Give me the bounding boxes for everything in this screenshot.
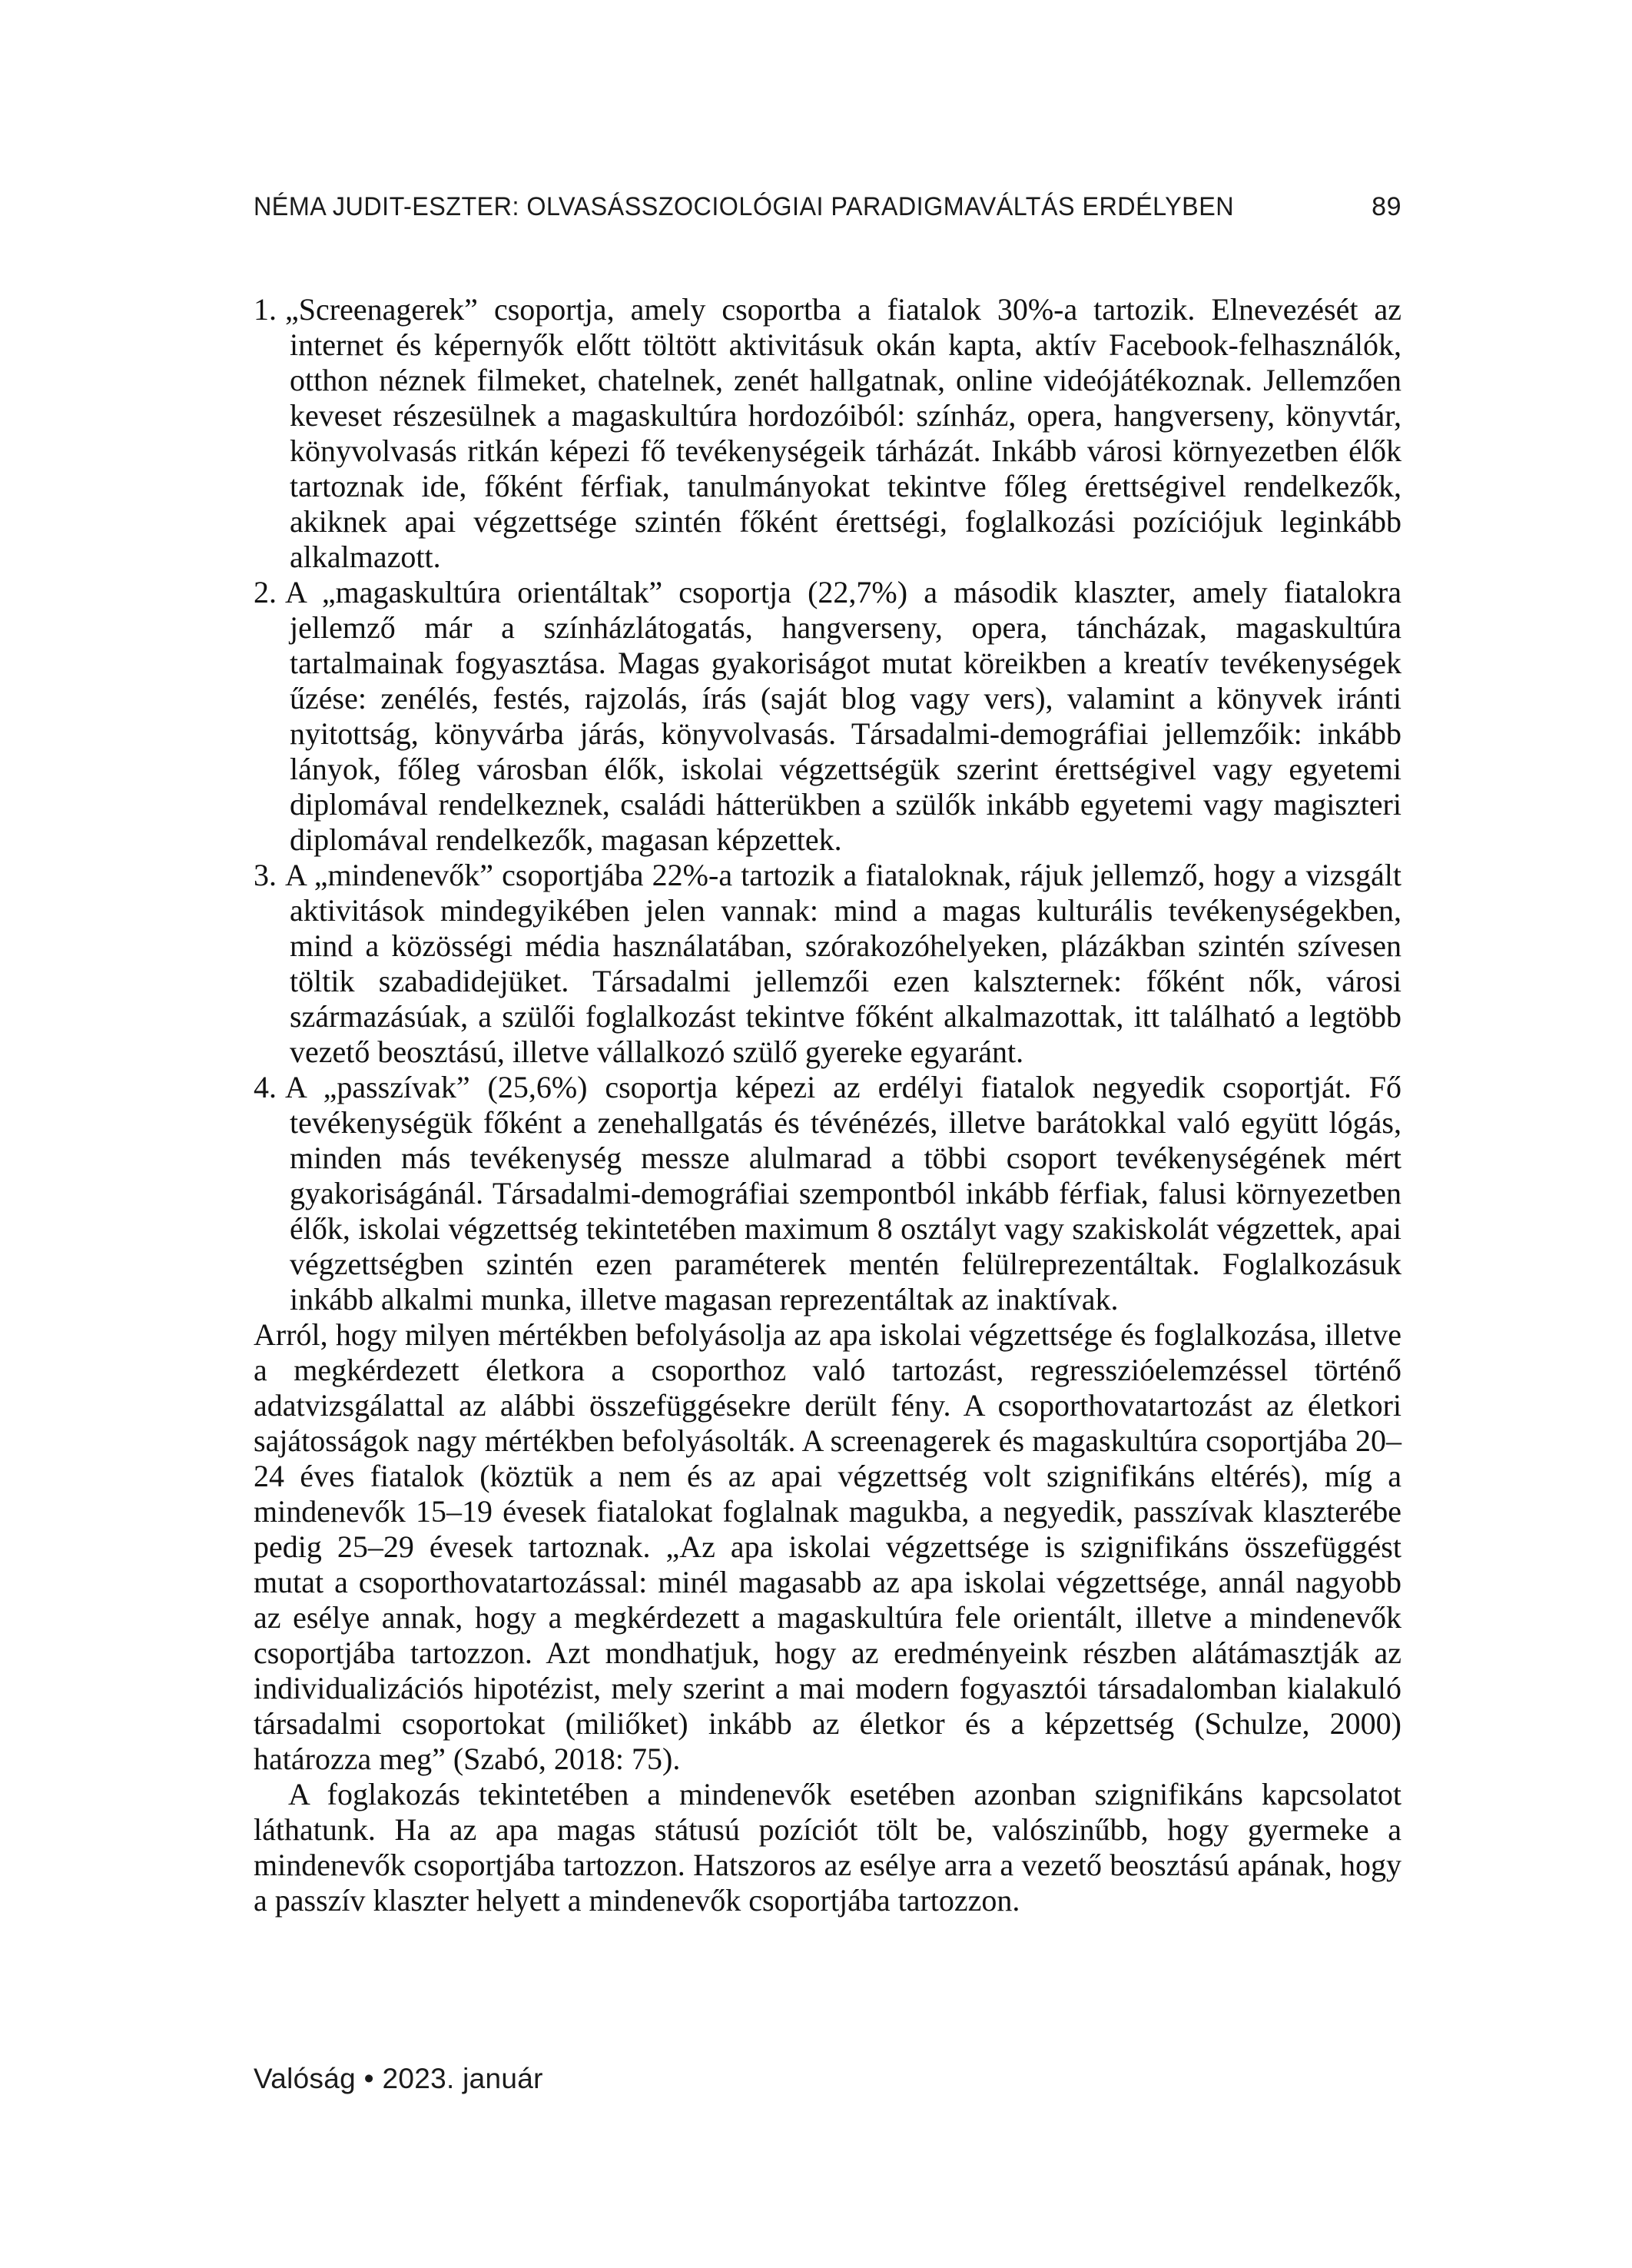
- paragraph-occupation-significance: A foglakozás tekintetében a mindenevők esetében azonban szignifikáns kapcsolatot láthatunk. Ha az apa magas státusú pozíciót tölt be, valószinűbb, hogy gyermeke a mindenevők csoportjába tartozzon. Hatszoros az esélye arra a vezető beosztású apának, hogy a passzív klaszter helyett a mindenevők csoportjába tartozzon.: [254, 1777, 1401, 1918]
- running-head: NÉMA JUDIT-ESZTER: OLVASÁSSZOCIOLÓGIAI PARADIGMAVÁLTÁS ERDÉLYBEN: [254, 192, 1235, 221]
- cluster-list: [254, 292, 1401, 1317]
- list-item-number: 1.: [254, 292, 277, 327]
- list-item-number: 4.: [254, 1070, 277, 1104]
- list-item-text: „Screenagerek” csoportja, amely csoportba a fiatalok 30%-a tartozik. Elnevezését az internet és képernyők előtt töltött aktivitásuk okán kapta, aktív Facebook-felhasználók, otthon néznek filmeket, chatelnek, zenét hallgatnak, online videójátékoznak. Jellemzően keveset részesülnek a magaskultúra hordozóiból: színház, opera, hangverseny, könyvtár, könyvolvasás ritkán képezi fő tevékenységeik tárházát. Inkább városi környezetben élők tartoznak ide, főként férfiak, tanulmányokat tekintve főleg érettségivel rendelkezők, akiknek apai végzettsége szintén főként érettségi, foglalkozási pozíciójuk leginkább alkalmazott.: [285, 292, 1401, 574]
- page-header: [254, 192, 1401, 222]
- page-number: 89: [1372, 192, 1401, 221]
- list-item-text: A „magaskultúra orientáltak” csoportja (22,7%) a második klaszter, amely fiatalokra jellemző már a színházlátogatás, hangverseny, opera, táncházak, magaskultúra tartalmainak fogyasztása. Magas gyakoriságot mutat köreikben a kreatív tevékenységek űzése: zenélés, festés, rajzolás, írás (saját blog vagy vers), valamint a könyvek iránti nyitottság, könyvárba járás, könyvolvasás. Társadalmi-demográfiai jellemzőik: inkább lányok, főleg városban élők, iskolai végzettségük szerint érettségivel vagy egyetemi diplomával rendelkeznek, családi hátterükben a szülők inkább egyetemi vagy magiszteri diplomával rendelkezők, magasan képzettek.: [285, 575, 1401, 857]
- page-footer: [254, 2063, 543, 2095]
- paragraph-regression-analysis: Arról, hogy milyen mértékben befolyásolja az apa iskolai végzettsége és foglalkozása, illetve a megkérdezett életkora a csoporthoz való tartozást, regresszióelemzéssel történő adatvizsgálattal az alábbi összefüggésekre derült fény. A csoporthovatartozást az életkori sajátosságok nagy mértékben befolyásolták. A screenagerek és magaskultúra csoportjába 20–24 éves fiatalok (köztük a nem és az apai végzettség volt szignifikáns eltérés), míg a mindenevők 15–19 évesek fiatalokat foglalnak magukba, a negyedik, passzívak klaszterébe pedig 25–29 évesek tartoznak. „Az apa iskolai végzettsége is szignifikáns összefüggést mutat a csoporthovatartozással: minél magasabb az apa iskolai végzettsége, annál nagyobb az esélye annak, hogy a megkérdezett a magaskultúra fele orientált, illetve a mindenevők csoportjába tartozzon. Azt mondhatjuk, hogy az eredményeink részben alátámasztják az individualizációs hipotézist, mely szerint a mai modern fogyasztói társadalomban kialakuló társadalmi csoportokat (miliőket) inkább az életkor és a képzettség (Schulze, 2000) határozza meg” (Szabó, 2018: 75).: [254, 1317, 1401, 1776]
- list-item-number: 2.: [254, 575, 277, 609]
- journal-issue-label: Valóság • 2023. január: [254, 2063, 543, 2094]
- list-item: [254, 1070, 1401, 1317]
- list-item-number: 3.: [254, 858, 277, 892]
- list-item: [254, 575, 1401, 858]
- body-text: [254, 292, 1401, 1918]
- list-item-text: A „passzívak” (25,6%) csoportja képezi az erdélyi fiatalok negyedik csoportját. Fő tevékenységük főként a zenehallgatás és tévénézés, illetve barátokkal való együtt lógás, minden más tevékenység messze alulmarad a többi csoport tevékenységének mért gyakoriságánál. Társadalmi-demográfiai szempontból inkább férfiak, falusi környezetben élők, iskolai végzettség tekintetében maximum 8 osztályt vagy szakiskolát végzettek, apai végzettségben szintén ezen paraméterek mentén felülreprezentáltak. Foglalkozásuk inkább alkalmi munka, illetve magasan reprezentáltak az inaktívak.: [285, 1070, 1401, 1317]
- list-item: [254, 858, 1401, 1070]
- list-item-text: A „mindenevők” csoportjába 22%-a tartozik a fiataloknak, rájuk jellemző, hogy a vizsgált aktivitások mindegyikében jelen vannak: mind a magas kulturális tevékenységekben, mind a közösségi média használatában, szórakozóhelyeken, plázákban szintén szívesen töltik szabadidejüket. Társadalmi jellemzői ezen kalszternek: főként nők, városi származásúak, a szülői foglalkozást tekintve főként alkalmazottak, itt található a legtöbb vezető beosztású, illetve vállalkozó szülő gyereke egyaránt.: [285, 858, 1401, 1069]
- list-item: [254, 292, 1401, 575]
